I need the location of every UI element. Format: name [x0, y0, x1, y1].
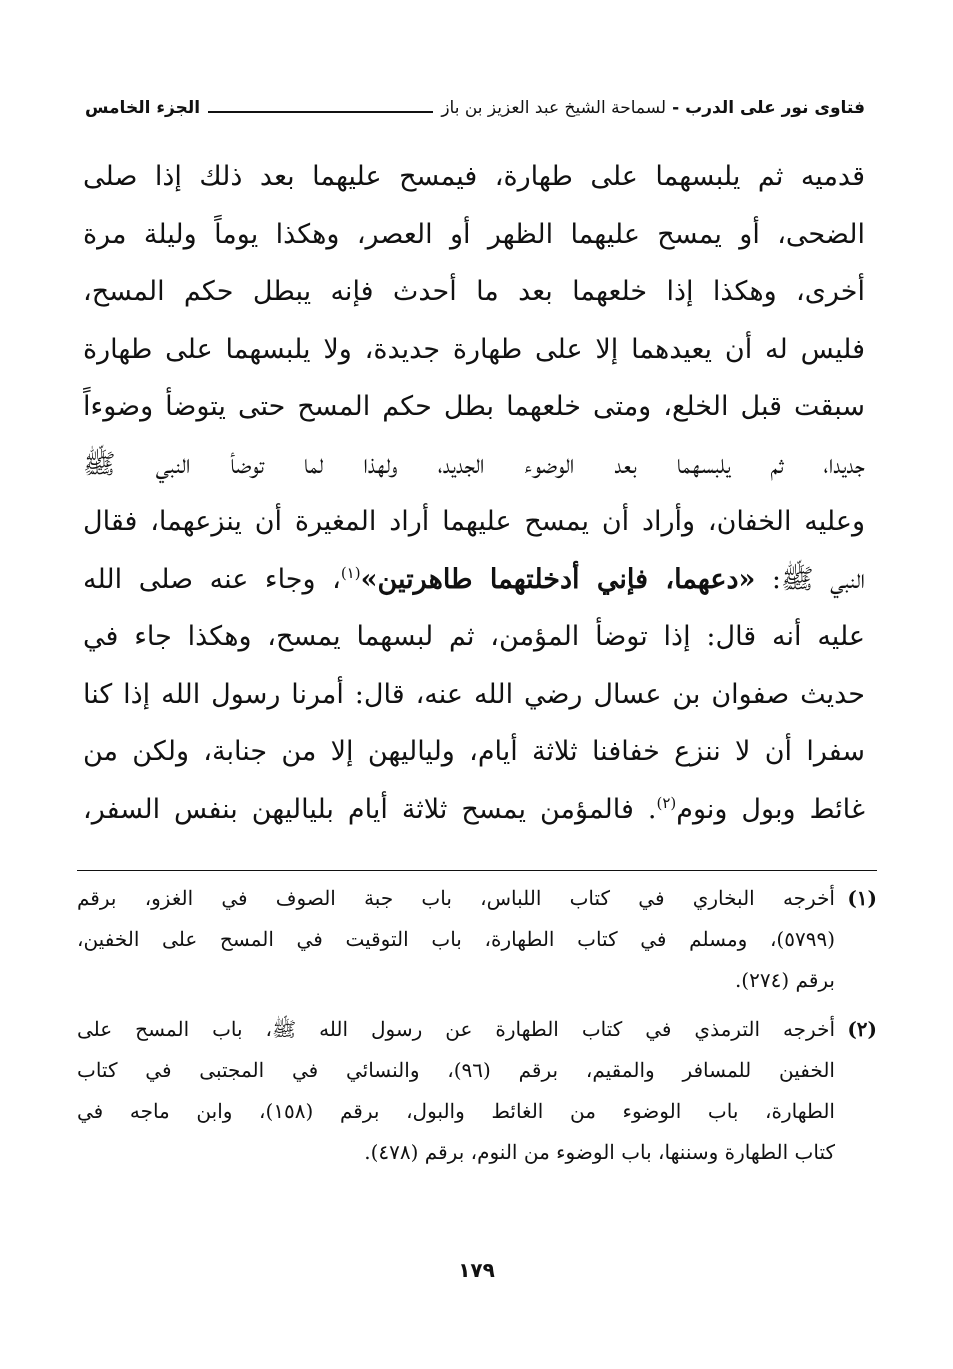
- line-text: . فالمؤمن يمسح ثلاثة أيام بلياليهن بنفس السفر،: [83, 793, 657, 825]
- book-title: فتاوى نور على الدرب: [685, 98, 865, 118]
- footnote-text: [77, 878, 835, 1001]
- body-line: أخرى، وهكذا إذا خلعهما بعد ما أحدث فإنه يبطل حكم المسح،: [83, 276, 865, 307]
- footnote-2: [77, 1009, 877, 1173]
- header-separator: -: [672, 98, 680, 118]
- body-line: سبقت قبل الخلع، ومتى خلعهما بطل حكم المسح حتى يتوضأ وضوءاً: [83, 391, 865, 422]
- header-rule: [208, 111, 433, 113]
- body-line-last: [83, 781, 865, 839]
- footnote-line: أخرجه الترمذي في كتاب الطهارة عن رسول الله ﷺ، باب المسح على: [77, 1017, 835, 1041]
- line-text: النبي ﷺ:: [755, 563, 865, 595]
- body-line: الضحى، أو يمسح عليهما الظهر أو العصر، وهكذا يوماً وليلة مرة: [83, 218, 865, 250]
- author-name: لسماحة الشيخ عبد العزيز بن باز: [441, 98, 667, 118]
- body-line: قدميه ثم يلبسهما على طهارة، فيمسح عليهما بعد ذلك إذا صلى: [83, 161, 865, 192]
- body-line: سفرا أن لا ننزع خفافنا ثلاثة أيام، ولياليهن إلا من جنابة، ولكن من: [83, 736, 865, 767]
- body-line: حديث صفوان بن عسال رضي الله عنه، قال: أمرنا رسول الله إذا كنا: [83, 678, 865, 710]
- line-text: غائط وبول ونوم: [676, 793, 865, 825]
- footnote-ref-2[interactable]: (٢): [656, 793, 677, 812]
- footnote-line: الطهارة، باب الوضوء من الغائط والبول، برقم (١٥٨)، وابن ماجه في: [77, 1099, 835, 1123]
- footnote-line: (٥٧٩٩)، ومسلم في كتاب الطهارة، باب التوقيت في المسح على الخفين،: [77, 927, 835, 951]
- running-header: [85, 88, 865, 128]
- page-number: ١٧٩: [458, 1258, 495, 1282]
- footnote-text: [77, 1009, 835, 1173]
- footnote-1: [77, 878, 877, 1001]
- line-text: ، وجاء عنه صلى الله: [83, 563, 341, 595]
- footnote-separator: [77, 870, 877, 871]
- footnote-line: برقم (٢٧٤).: [734, 968, 835, 992]
- footnote-ref-1[interactable]: (١): [340, 563, 361, 582]
- footnote-line: الخفين للمسافر والمقيم، برقم (٩٦)، والنسائي في المجتبى في كتاب: [77, 1058, 835, 1082]
- footnote-line: أخرجه البخاري في كتاب اللباس، باب جبة الصوف في الغزو، برقم: [77, 886, 835, 910]
- body-text: [83, 148, 865, 838]
- footnote-number: (١): [847, 886, 877, 910]
- body-line: وعليه الخفان، وأراد أن يمسح عليهما أراد المغيرة أن ينزعهما، فقال: [83, 506, 865, 537]
- body-line: جديدا، ثم يلبسهما بعد الوضوء الجديد، ولهذا لما توضأ النبي ﷺ: [83, 448, 865, 480]
- footnote-number: (٢): [847, 1017, 877, 1041]
- body-line: عليه أنه قال: إذا توضأ المؤمن، ثم لبسهما يمسح، وهكذا جاء في: [83, 621, 865, 652]
- hadith-quote: «دعهما، فإني أدخلتهما طاهرتين»: [360, 563, 756, 595]
- footnotes: [77, 878, 877, 1218]
- body-line: فليس له أن يعيدهما إلا على طهارة جديدة، ولا يلبسهما على طهارة: [83, 333, 865, 365]
- volume-label: الجزء الخامس: [85, 98, 201, 118]
- body-line-hadith-quote: [83, 551, 865, 609]
- footnote-line: كتاب الطهارة وسننها، باب الوضوء من النوم، برقم (٤٧٨).: [364, 1140, 835, 1164]
